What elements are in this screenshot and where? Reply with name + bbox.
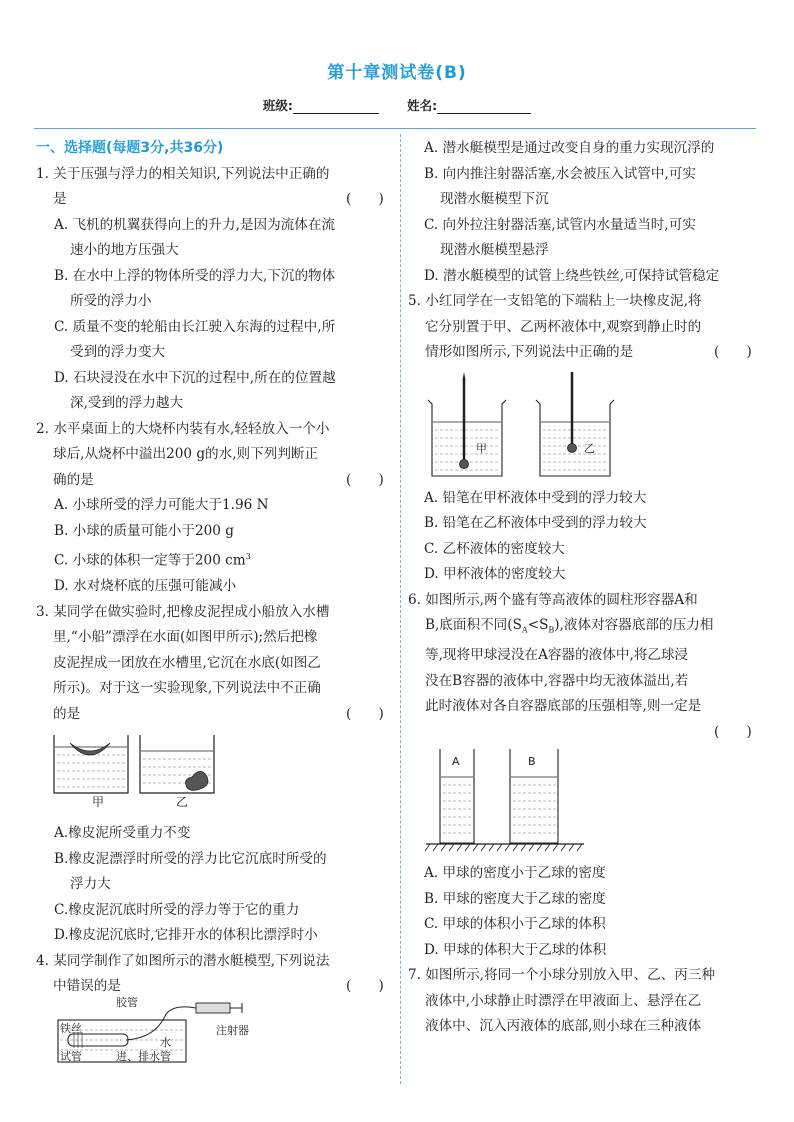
q2-option-d[interactable]: D. 水对烧杯底的压强可能减小	[54, 578, 237, 595]
q4-label-tube: 胶管	[116, 995, 138, 1009]
q6-option-b[interactable]: B. 甲球的密度大于乙球的密度	[424, 890, 606, 907]
q6-stem-line1: 6. 如图所示,两个盛有等高液体的圆柱形容器A和	[408, 591, 698, 608]
q2-option-b[interactable]: B. 小球的质量可能小于200 g	[54, 522, 234, 539]
q1-stem-line2: 是	[53, 191, 67, 207]
q4-stem-line2: 中错误的是	[53, 978, 121, 995]
q5-figure-label-a: 甲	[476, 441, 487, 455]
question-5	[408, 289, 754, 588]
q6-l2-sub-b: B	[548, 625, 555, 635]
q7-stem-line1: 7. 如图所示,将同一个小球分别放入甲、乙、丙三种	[408, 967, 716, 984]
q4-option-b[interactable]	[408, 162, 754, 213]
q3-stem-line3: 皮泥捏成一团放在水槽里,它沉在水底(如图乙	[53, 654, 321, 671]
q1-b-line2: 所受的浮力小	[70, 293, 152, 309]
section-heading: 一、选择题(每题3分,共36分)	[36, 140, 224, 156]
name-label: 姓名:	[407, 98, 438, 113]
question-2	[36, 417, 386, 600]
q3-b-line2: 浮力大	[70, 876, 111, 893]
q6-answer-paren[interactable]: ( )	[714, 723, 752, 740]
q2-c-text: C. 小球的体积一定等于200 cm	[54, 552, 246, 569]
name-blank[interactable]	[437, 100, 531, 114]
q4-c-line1: C. 向外拉注射器活塞,试管内水量适当时,可实	[424, 216, 696, 233]
q3-stem-line5: 的是	[53, 705, 81, 722]
q4-label-test-tube: 试管	[60, 1049, 82, 1063]
q2-stem-line1: 2. 水平桌面上的大烧杯内装有水,轻轻放入一个小	[36, 420, 330, 437]
q5-figure-label-b: 乙	[584, 441, 595, 455]
q4-stem-line1: 4. 某同学制作了如图所示的潜水艇模型,下列说法	[36, 952, 330, 969]
q1-a-line2: 速小的地方压强大	[70, 242, 179, 258]
q7-stem-line2: 液体中,小球静止时漂浮在甲液面上、悬浮在乙	[425, 992, 702, 1009]
q4-b-line2: 现潜水艇模型下沉	[440, 191, 549, 207]
q2-answer-paren[interactable]: ( )	[346, 471, 384, 488]
q3-option-a[interactable]: A.橡皮泥所受重力不变	[54, 825, 191, 842]
q5-option-d[interactable]: D. 甲杯液体的密度较大	[424, 566, 566, 582]
q1-stem-line1: 1. 关于压强与浮力的相关知识,下列说法中正确的	[36, 165, 330, 182]
q4-label-syringe: 注射器	[216, 1023, 249, 1037]
question-1	[36, 162, 386, 417]
q6-l2-pre: B,底面积不同(S	[425, 617, 522, 633]
student-info	[0, 96, 794, 114]
q3-stem-line4: 所示)。对于这一实验现象,下列说法中不正确	[53, 680, 321, 697]
question-4	[36, 949, 386, 1064]
right-column	[408, 136, 754, 1040]
q6-stem-line4: 没在B容器的液体中,容器中均无液体溢出,若	[425, 672, 689, 689]
q4-label-water: 水	[160, 1035, 171, 1049]
q5-option-c[interactable]: C. 乙杯液体的密度较大	[424, 540, 565, 557]
question-3	[36, 600, 386, 949]
header-rule	[34, 128, 756, 129]
q6-figure	[408, 745, 754, 857]
q4-label-wire: 铁丝	[60, 1021, 82, 1035]
q3-option-d[interactable]: D.橡皮泥沉底时,它排开水的体积比漂浮时小	[54, 927, 318, 944]
q2-stem-line3: 确的是	[53, 471, 94, 488]
q3-figure-label-a: 甲	[92, 795, 105, 810]
q2-option-a[interactable]: A. 小球所受的浮力可能大于1.96 N	[54, 497, 269, 513]
q3-tanks-svg	[52, 733, 252, 801]
q6-option-c[interactable]: C. 甲球的体积小于乙球的体积	[424, 916, 606, 933]
q4-answer-paren[interactable]: ( )	[346, 978, 384, 995]
q5-stem-line1: 5. 小红同学在一支铅笔的下端粘上一块橡皮泥,将	[408, 293, 702, 309]
q1-c-line1: C. 质量不变的轮船由长江驶入东海的过程中,所	[54, 318, 336, 335]
q6-containers-svg	[422, 745, 592, 855]
q4-option-d[interactable]: D. 潜水艇模型的试管上绕些铁丝,可保持试管稳定	[424, 267, 720, 284]
page-title: 第十章测试卷(B)	[327, 63, 467, 83]
q4-c-line2: 现潜水艇模型悬浮	[440, 242, 549, 258]
q6-figure-label-a: A	[452, 755, 460, 769]
q6-stem-line2	[408, 613, 754, 643]
q6-option-a[interactable]: A. 甲球的密度小于乙球的密度	[424, 865, 606, 882]
q2-option-c[interactable]	[36, 544, 386, 574]
q1-option-b[interactable]	[36, 264, 386, 315]
q5-option-a[interactable]: A. 铅笔在甲杯液体中受到的浮力较大	[424, 489, 647, 506]
q6-l2-post: ),液体对容器底部的压力相	[554, 617, 714, 633]
q4-option-c[interactable]	[408, 213, 754, 264]
q1-d-line2: 深,受到的浮力越大	[70, 395, 184, 411]
q3-option-b[interactable]	[36, 847, 386, 898]
q5-stem-line3: 情形如图所示,下列说法中正确的是	[425, 344, 634, 360]
q5-answer-paren[interactable]: ( )	[714, 344, 752, 360]
q3-b-line1: B.橡皮泥漂浮时所受的浮力比它沉底时所受的	[54, 850, 327, 867]
q3-answer-paren[interactable]: ( )	[346, 705, 384, 722]
q4-figure	[36, 995, 386, 1064]
q2-c-sup: 3	[245, 552, 251, 561]
class-label: 班级:	[262, 98, 293, 113]
q6-l2-sub-a: A	[521, 625, 528, 635]
column-divider	[400, 134, 401, 1084]
class-blank[interactable]	[293, 100, 379, 114]
q1-b-line1: B. 在水中上浮的物体所受的浮力大,下沉的物体	[54, 267, 336, 284]
q5-stem-line2: 它分别置于甲、乙两杯液体中,观察到静止时的	[425, 318, 702, 335]
q1-option-a[interactable]	[36, 213, 386, 264]
q7-stem-line3: 液体中、沉入丙液体的底部,则小球在三种液体	[425, 1018, 702, 1035]
q3-figure-label-b: 乙	[176, 795, 189, 810]
left-column	[36, 136, 386, 1068]
q6-l2-mid: <S	[527, 617, 549, 633]
q1-answer-paren[interactable]: ( )	[346, 191, 384, 207]
q6-figure-label-b: B	[528, 755, 536, 769]
q1-option-d[interactable]	[36, 366, 386, 417]
q3-stem-line1: 3. 某同学在做实验时,把橡皮泥捏成小船放入水槽	[36, 603, 330, 620]
q5-beakers-svg	[424, 372, 624, 480]
q4-label-inout-pipe: 进、排水管	[116, 1049, 171, 1063]
q6-stem-line5: 此时液体对各自容器底部的压强相等,则一定是	[425, 698, 702, 715]
q1-c-line2: 受到的浮力变大	[70, 344, 166, 360]
q6-option-d[interactable]: D. 甲球的体积大于乙球的体积	[424, 941, 607, 958]
q3-stem-line2: 里,“小船”漂浮在水面(如图甲所示);然后把橡	[53, 629, 318, 646]
question-6	[408, 588, 754, 964]
q1-option-c[interactable]	[36, 315, 386, 366]
question-7	[408, 963, 754, 1040]
q3-figure	[36, 731, 386, 817]
q5-figure	[408, 370, 754, 482]
q1-d-line1: D. 石块浸没在水中下沉的过程中,所在的位置越	[54, 369, 336, 386]
q4-b-line1: B. 向内推注射器活塞,水会被压入试管中,可实	[424, 165, 696, 182]
q5-option-b[interactable]: B. 铅笔在乙杯液体中受到的浮力较大	[424, 515, 647, 531]
q4-option-a[interactable]: A. 潜水艇模型是通过改变自身的重力实现沉浮的	[424, 140, 715, 156]
q6-stem-line3: 等,现将甲球浸没在A容器的液体中,将乙球浸	[425, 647, 689, 664]
q2-stem-line2: 球后,从烧杯中溢出200 g的水,则下列判断正	[53, 446, 319, 462]
q3-option-c[interactable]: C.橡皮泥沉底时所受的浮力等于它的重力	[54, 901, 300, 918]
q1-a-line1: A. 飞机的机翼获得向上的升力,是因为流体在流	[54, 216, 336, 233]
